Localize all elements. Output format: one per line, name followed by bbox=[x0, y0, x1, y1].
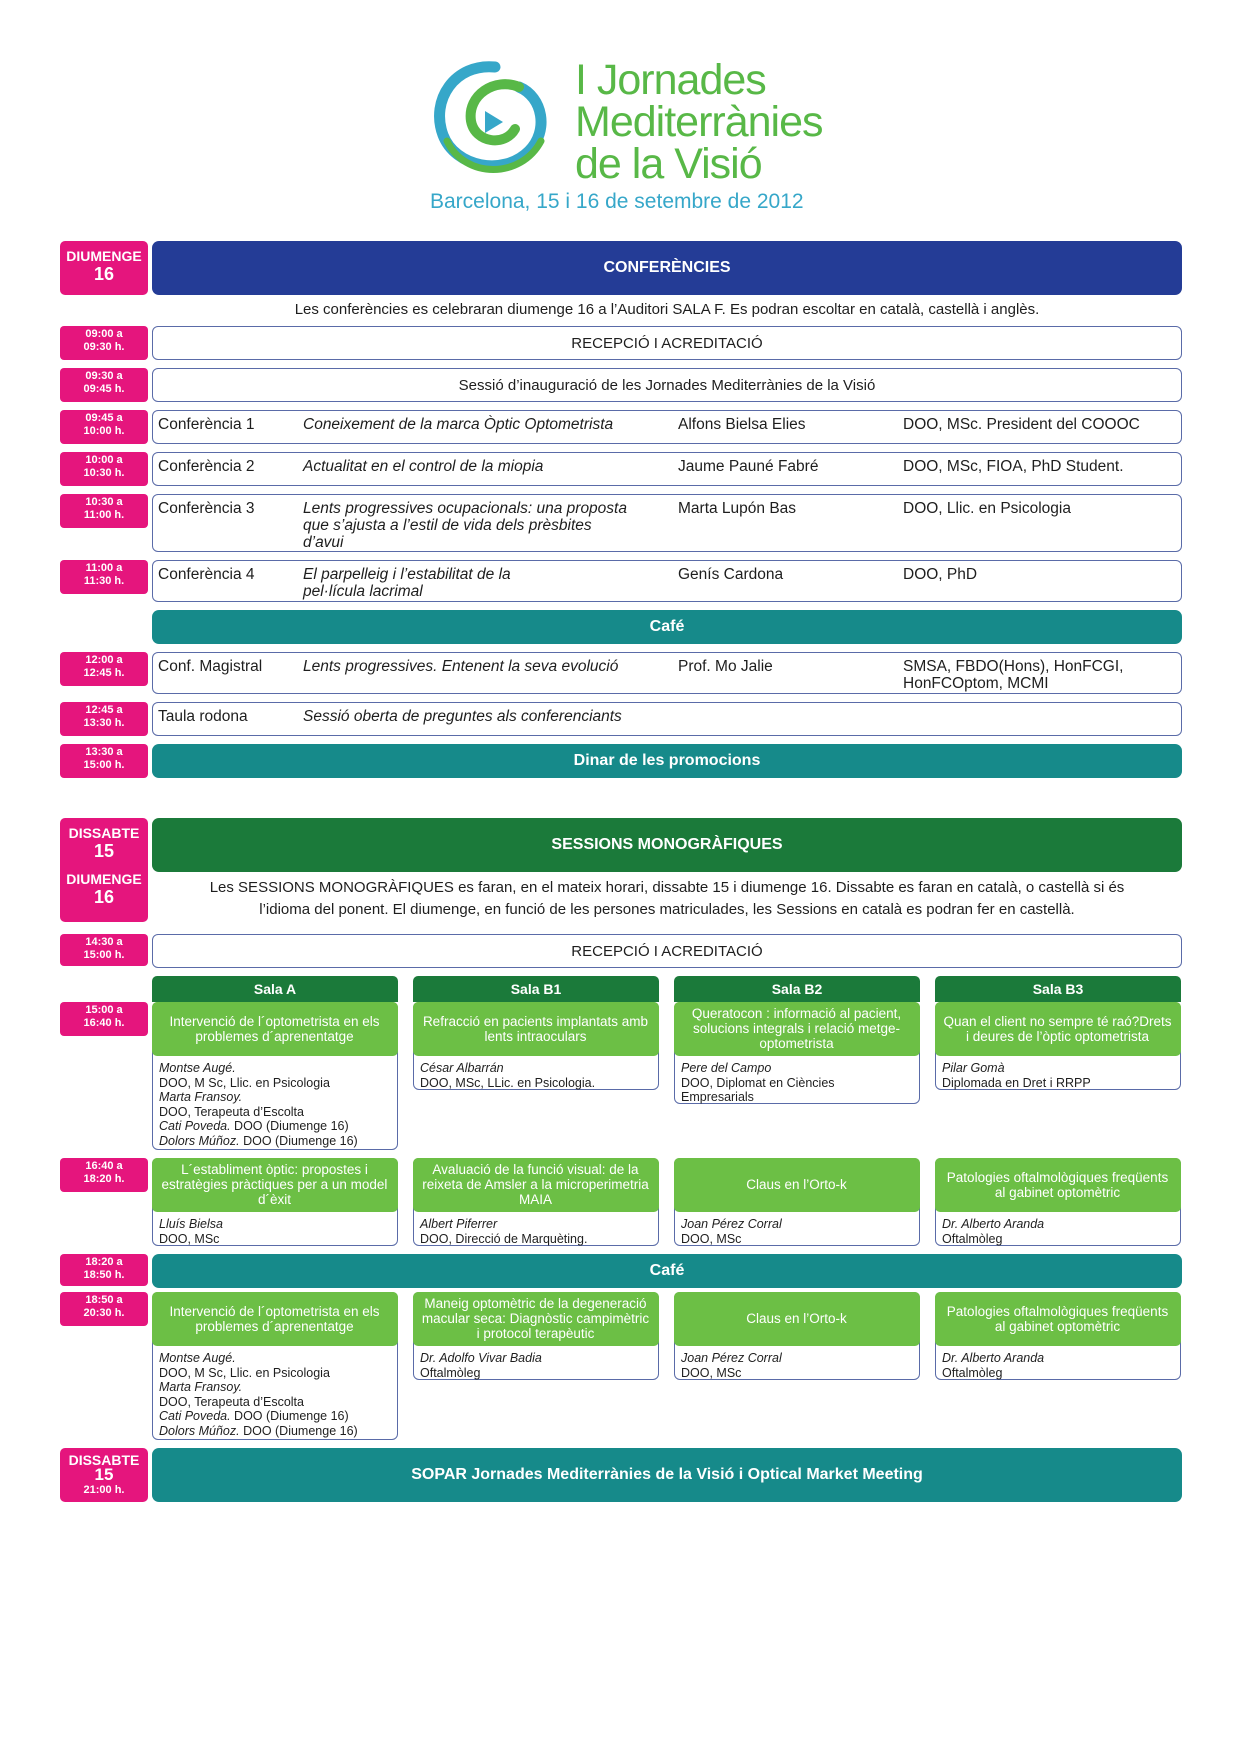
conference-credentials: DOO, MSc, FIOA, PhD Student. bbox=[903, 458, 1124, 475]
event-title-line-3: de la Visió bbox=[575, 140, 762, 188]
conference-speaker: Alfons Bielsa Elies bbox=[678, 416, 806, 433]
session-speakers: Dr. Adolfo Vivar Badia Oftalmòleg bbox=[420, 1351, 542, 1380]
day-badge-saturday-sunday: DISSABTE 15 DIUMENGE 16 bbox=[60, 818, 148, 922]
conferences-header-bar: CONFERÈNCIES bbox=[152, 241, 1182, 295]
session-title: Queratocon : informació al pacient, solucions integrals i relació metge-optometrista bbox=[674, 1002, 920, 1056]
event-title-line-1: I Jornades bbox=[575, 56, 766, 104]
session-speakers: Montse Augé. DOO, M Sc, Llic. en Psicologia Marta Fransoy. DOO, Terapeuta d’Escolta Cati Poveda. DOO (Diumenge 16) Dolors Múñoz. DOO (Diumenge 16) bbox=[159, 1061, 358, 1148]
session-speakers: Albert Piferrer DOO, Direcció de Marquèting. bbox=[420, 1217, 588, 1246]
conference-title: Coneixement de la marca Òptic Optometrista bbox=[303, 416, 614, 433]
conference-title: Actualitat en el control de la miopia bbox=[303, 458, 544, 475]
time-badge: 18:20 a 18:50 h. bbox=[60, 1254, 148, 1286]
time-badge: 09:30 a 09:45 h. bbox=[60, 368, 148, 402]
time-badge: 10:00 a 10:30 h. bbox=[60, 452, 148, 486]
event-subtitle: Barcelona, 15 i 16 de setembre de 2012 bbox=[430, 190, 804, 213]
conference-credentials: DOO, MSc. President del COOOC bbox=[903, 416, 1140, 433]
room-header: Sala B1 bbox=[413, 976, 659, 1002]
session-title: Quan el client no sempre té raó?Drets i deures de l’òptic optometrista bbox=[935, 1002, 1181, 1056]
session-card bbox=[152, 1002, 398, 1150]
conference-row bbox=[152, 410, 1182, 444]
room-header: Sala A bbox=[152, 976, 398, 1002]
session-title: Intervenció de l´optometrista en els problemes d´aprenentatge bbox=[152, 1292, 398, 1346]
time-badge: 09:00 a 09:30 h. bbox=[60, 326, 148, 360]
time-badge: 10:30 a 11:00 h. bbox=[60, 494, 148, 528]
inauguration-box: Sessió d’inauguració de les Jornades Mediterrànies de la Visió bbox=[152, 368, 1182, 402]
session-speakers: Joan Pérez Corral DOO, MSc bbox=[681, 1217, 782, 1246]
conference-title: Lents progressives ocupacionals: una proposta que s’ajusta a l’estil de vida dels prèsbites d’avui bbox=[303, 500, 627, 551]
monographic-intro-line-1: Les SESSIONS MONOGRÀFIQUES es faran, en el mateix horari, dissabte 15 i diumenge 16. Dissabte es faran en català, o castellà si és bbox=[209, 879, 1125, 896]
time-badge: 12:00 a 12:45 h. bbox=[60, 652, 148, 686]
dinner-bar: SOPAR Jornades Mediterrànies de la Visió i Optical Market Meeting bbox=[152, 1448, 1182, 1502]
spiral-eye-logo bbox=[425, 55, 555, 185]
session-title: Intervenció de l´optometrista en els problemes d´aprenentatge bbox=[152, 1002, 398, 1056]
conference-title: El parpelleig i l’estabilitat de la pel·lícula lacrimal bbox=[303, 566, 511, 600]
room-header: Sala B2 bbox=[674, 976, 920, 1002]
session-title: Avaluació de la funció visual: de la reixeta de Amsler a la microperimetria MAIA bbox=[413, 1158, 659, 1212]
conference-type: Conferència 2 bbox=[158, 458, 255, 475]
session-speakers: Pere del Campo DOO, Diplomat en Ciències Empresarials bbox=[681, 1061, 835, 1104]
session-speakers: Joan Pérez Corral DOO, MSc bbox=[681, 1351, 782, 1380]
session-title: Claus en l’Orto-k bbox=[674, 1158, 920, 1212]
session-title: Patologies oftalmològiques freqüents al gabinet optomètric bbox=[935, 1292, 1181, 1346]
session-card bbox=[674, 1292, 920, 1380]
monographic-header-bar: SESSIONS MONOGRÀFIQUES bbox=[152, 818, 1182, 872]
session-card bbox=[152, 1158, 398, 1246]
conference-title: Lents progressives. Entenent la seva evolució bbox=[303, 658, 619, 675]
time-badge: 09:45 a 10:00 h. bbox=[60, 410, 148, 444]
conference-speaker: Marta Lupón Bas bbox=[678, 500, 797, 517]
cafe-bar: Café bbox=[152, 1254, 1182, 1288]
session-card bbox=[935, 1158, 1181, 1246]
conferences-intro: Les conferències es celebraran diumenge 16 a l’Auditori SALA F. Es podran escoltar en català, castellà i anglès. bbox=[294, 301, 1040, 318]
session-card bbox=[935, 1002, 1181, 1090]
session-speakers: Lluís Bielsa DOO, MSc bbox=[159, 1217, 223, 1246]
conference-row bbox=[152, 452, 1182, 486]
time-badge: 14:30 a 15:00 h. bbox=[60, 934, 148, 966]
conference-type: Conferència 3 bbox=[158, 500, 255, 517]
session-title: L´establiment òptic: propostes i estratègies pràctiques per a un model d´èxit bbox=[152, 1158, 398, 1212]
session-speakers: César Albarrán DOO, MSc, LLic. en Psicologia. bbox=[420, 1061, 596, 1090]
conference-speaker: Genís Cardona bbox=[678, 566, 784, 583]
time-badge: 18:50 a 20:30 h. bbox=[60, 1292, 148, 1326]
conference-row bbox=[152, 652, 1182, 694]
lunch-bar: Dinar de les promocions bbox=[152, 744, 1182, 778]
time-badge: 15:00 a 16:40 h. bbox=[60, 1002, 148, 1036]
conference-row bbox=[152, 494, 1182, 552]
session-card bbox=[413, 1158, 659, 1246]
conference-credentials: DOO, PhD bbox=[903, 566, 978, 583]
session-title: Refracció en pacients implantats amb lents intraoculars bbox=[413, 1002, 659, 1056]
session-card bbox=[413, 1002, 659, 1090]
session-card bbox=[674, 1158, 920, 1246]
session-card bbox=[152, 1292, 398, 1440]
conference-type: Taula rodona bbox=[158, 708, 248, 725]
conference-type: Conferència 1 bbox=[158, 416, 255, 433]
session-title: Claus en l’Orto-k bbox=[674, 1292, 920, 1346]
conference-type: Conf. Magistral bbox=[158, 658, 263, 675]
time-badge: 13:30 a 15:00 h. bbox=[60, 744, 148, 778]
session-card bbox=[413, 1292, 659, 1380]
session-card bbox=[935, 1292, 1181, 1380]
monographic-intro-line-2: l’idioma del ponent. El diumenge, en funció de les persones matriculades, les Sessions en català es podran fer en castellà. bbox=[259, 901, 1075, 918]
session-speakers: Dr. Alberto Aranda Oftalmòleg bbox=[942, 1217, 1045, 1246]
session-title: Maneig optomètric de la degeneració macular seca: Diagnòstic campimètric i protocol terapèutic bbox=[413, 1292, 659, 1346]
session-title: Patologies oftalmològiques freqüents al gabinet optomètric bbox=[935, 1158, 1181, 1212]
day-badge-dinner: DISSABTE 15 21:00 h. bbox=[60, 1448, 148, 1502]
time-badge: 11:00 a 11:30 h. bbox=[60, 560, 148, 594]
conference-credentials: DOO, Llic. en Psicologia bbox=[903, 500, 1071, 517]
reception-box: RECEPCIÓ I ACREDITACIÓ bbox=[152, 326, 1182, 360]
session-card bbox=[674, 1002, 920, 1104]
room-header: Sala B3 bbox=[935, 976, 1181, 1002]
conference-row bbox=[152, 702, 1182, 736]
conference-row bbox=[152, 560, 1182, 602]
event-title-line-2: Mediterrànies bbox=[575, 98, 823, 146]
time-badge: 16:40 a 18:20 h. bbox=[60, 1158, 148, 1192]
session-speakers: Dr. Alberto Aranda Oftalmòleg bbox=[942, 1351, 1045, 1380]
day-badge-sunday: DIUMENGE 16 bbox=[60, 241, 148, 295]
session-speakers: Montse Augé. DOO, M Sc, Llic. en Psicologia Marta Fransoy. DOO, Terapeuta d’Escolta Cati Poveda. DOO (Diumenge 16) Dolors Múñoz. DOO (Diumenge 16) bbox=[159, 1351, 358, 1438]
conference-speaker: Prof. Mo Jalie bbox=[678, 658, 773, 675]
conference-credentials: SMSA, FBDO(Hons), HonFCGI, HonFCOptom, MCMI bbox=[903, 658, 1124, 692]
cafe-bar: Café bbox=[152, 610, 1182, 644]
reception-box: RECEPCIÓ I ACREDITACIÓ bbox=[152, 934, 1182, 968]
time-badge: 12:45 a 13:30 h. bbox=[60, 702, 148, 736]
conference-type: Conferència 4 bbox=[158, 566, 255, 583]
conference-title: Sessió oberta de preguntes als conferenciants bbox=[303, 708, 622, 725]
session-speakers: Pilar Gomà Diplomada en Dret i RRPP bbox=[942, 1061, 1091, 1090]
conference-speaker: Jaume Pauné Fabré bbox=[678, 458, 819, 475]
